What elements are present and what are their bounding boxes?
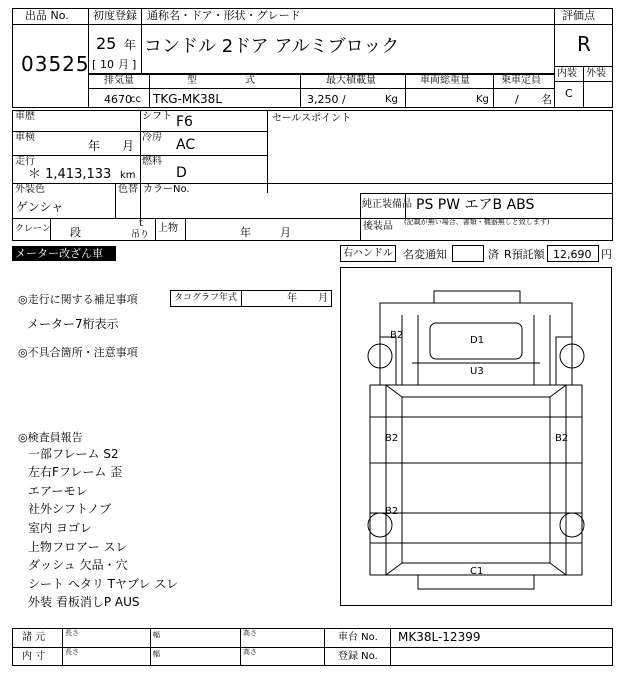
first-reg-year-unit: 年 (124, 38, 137, 52)
shift-value: F6 (176, 114, 193, 130)
cargo-diag-3 (386, 563, 402, 575)
displacement-unit: cc (130, 94, 141, 105)
shift-label: シフト (142, 111, 172, 122)
rear-door (418, 575, 534, 589)
tacho-year: 年 (287, 293, 297, 304)
cab-roof (434, 291, 520, 303)
interior-label: 内装 (557, 68, 577, 79)
equip-top-line (360, 193, 613, 194)
chassis-label: 車台 No. (338, 632, 378, 643)
crane-vline-c (185, 218, 186, 241)
specs-vline-1 (149, 74, 150, 108)
color-value: ゲンシャ (16, 200, 64, 214)
defects-heading: ◎不具合箇所・注意事項 (18, 346, 138, 359)
cargo-diag-4 (550, 563, 566, 575)
inspection-month: 月 (122, 139, 135, 153)
displacement-value: 4670 (104, 93, 132, 106)
equipment-label: 純正装備品 (362, 199, 412, 210)
color-vline-b (140, 183, 141, 218)
model-desc-label: 通称名・ドア・形状・グレード (147, 9, 301, 22)
first-reg-month-open: [ (92, 58, 97, 71)
fuel-label: 燃料 (142, 156, 162, 167)
mileage-unit: km (120, 170, 136, 181)
deposit-unit: 円 (601, 248, 612, 261)
damage-mark: B2 (385, 433, 399, 444)
damage-mark: B2 (390, 330, 404, 341)
sales-points-label: セールスポイント (272, 113, 352, 124)
interior-score: C (565, 87, 573, 100)
inspector-item: 上物フロアー スレ (28, 540, 128, 554)
gross-weight-unit: Kg (476, 94, 489, 105)
rhd-label: 右ハンドル (343, 248, 393, 259)
details-hline-3 (12, 183, 613, 184)
body-label: 上物 (158, 223, 178, 234)
inspector-heading: ◎検査員報告 (18, 431, 83, 444)
interior-dims-label: 内 寸 (22, 651, 46, 662)
first-reg-month-close: ] (132, 58, 137, 71)
lot-label-divider (12, 24, 89, 25)
inspector-item: 外装 看板消しP AUS (28, 595, 140, 609)
footer-vline-2 (150, 628, 151, 666)
mileage-label: 走行 (15, 156, 35, 167)
damage-mark: B2 (555, 433, 569, 444)
height-label: 高さ (243, 648, 257, 656)
deposit-done: 済 (488, 248, 499, 261)
color-vline-a (115, 183, 116, 218)
driving-heading: ◎走行に関する補足事項 (18, 293, 138, 306)
damage-mark: D1 (470, 335, 485, 346)
details-hline-1 (12, 131, 267, 132)
crane-lift: 吊り (131, 230, 150, 240)
inspector-item: 左右Fフレーム 歪 (28, 465, 123, 479)
grade-label: 評価点 (562, 9, 595, 22)
lot-number: 03525 (21, 52, 90, 76)
grade-sub-vline (583, 66, 584, 108)
model-type-label-1: 型 (187, 75, 197, 86)
inspector-item: 社外シフトノブ (28, 502, 112, 516)
crane-ton: t (139, 218, 143, 229)
inspector-item: 一部フレーム S2 (28, 447, 119, 461)
first-reg-year: 25 (96, 34, 117, 53)
name-change-box (452, 245, 484, 262)
specs-vline-3 (405, 74, 406, 108)
specs-mid-line (88, 88, 555, 89)
specs-vline-2 (300, 74, 301, 108)
model-desc: コンドル 2ドア アルミブロック (144, 36, 400, 57)
deposit-label: R預託額 (504, 248, 545, 261)
gross-weight-label: 車両総重量 (420, 75, 470, 86)
details-vline-b (267, 110, 268, 193)
first-reg-month-unit: 月 (118, 58, 129, 71)
capacity-value: / (515, 93, 519, 106)
inspection-label: 車検 (15, 132, 35, 143)
model-type-label-2: 式 (245, 75, 255, 86)
first-reg-label: 初度登録 (93, 9, 137, 22)
inspection-year: 年 (88, 139, 101, 153)
capacity-label: 乗車定員 (501, 75, 541, 86)
spec-row-label: 諸 元 (22, 632, 46, 643)
length-label: 長さ (65, 629, 79, 637)
cargo-diag-2 (550, 385, 566, 397)
specs-top-line (88, 74, 555, 75)
max-load-value: 3,250 / (307, 93, 346, 106)
color-code-label: カラーNo. (143, 184, 190, 195)
equipment-value: PS PW エアB ABS (416, 197, 535, 213)
displacement-label: 排気量 (104, 75, 134, 86)
footer-vline-5 (390, 628, 391, 666)
history-label: 車歴 (15, 111, 35, 122)
damage-mark: C1 (470, 566, 484, 577)
grade-sub-divider-2 (554, 81, 613, 82)
capacity-unit: 名 (541, 93, 552, 106)
chassis-number: MK38L-12399 (398, 630, 481, 644)
height-label: 高さ (243, 629, 257, 637)
tamper-badge-text: メーター改ざん車 (15, 247, 103, 260)
model-desc-divider (141, 24, 555, 25)
crane-vline-b (155, 218, 156, 241)
max-load-label: 最大積載量 (326, 75, 376, 86)
crane-stage: 段 (70, 226, 81, 239)
tacho-divider (241, 290, 242, 307)
deposit-amount: 12,690 (553, 248, 592, 261)
inspector-item: ダッシュ 欠品・穴 (28, 558, 128, 572)
exterior-label: 外装 (586, 68, 606, 79)
first-reg-divider (88, 24, 142, 25)
aircon-value: AC (176, 137, 196, 153)
damage-mark: B2 (385, 506, 399, 517)
name-change-label: 名変通知 (403, 248, 447, 261)
inspector-item: エアーモレ (28, 484, 88, 498)
length-label: 長さ (65, 648, 79, 656)
tacho-label: タコグラフ年式 (174, 293, 238, 303)
inspector-item: 室内 ヨゴレ (28, 521, 92, 535)
footer-vline-3 (240, 628, 241, 666)
mileage-value: ＊ 1,413,133 (28, 167, 112, 182)
cargo-diag-1 (386, 385, 402, 397)
tacho-month: 月 (318, 293, 328, 304)
width-label: 幅 (153, 631, 160, 639)
details-hline-2 (12, 155, 267, 156)
grade-value: R (577, 32, 591, 56)
first-reg-month: 10 (100, 58, 114, 71)
model-type-value: TKG-MK38L (153, 92, 223, 106)
footer-vline-1 (62, 628, 63, 666)
truck-diagram (340, 267, 612, 606)
fuel-value: D (176, 165, 187, 181)
lot-label: 出品 No. (25, 9, 69, 22)
body-year: 年 (240, 226, 251, 239)
inspector-item: シート ヘタリ Tヤブレ スレ (28, 577, 179, 591)
color-change-label: 色替 (118, 184, 138, 195)
registration-label: 登録 No. (338, 651, 378, 662)
details-vline-a (140, 110, 141, 183)
body-month: 月 (280, 226, 291, 239)
driving-note: メーター7桁表示 (27, 317, 119, 331)
aftermarket-note: (記載が無い場合、書類・機器無しと致します) (404, 218, 550, 226)
footer-vline-4 (324, 628, 325, 666)
width-label: 幅 (153, 650, 160, 658)
color-label: 外装色 (15, 184, 45, 195)
color-vline-c (360, 193, 361, 241)
aircon-label: 冷房 (142, 132, 162, 143)
specs-vline-4 (493, 74, 494, 108)
crane-label: クレーン (15, 224, 51, 234)
max-load-unit: Kg (385, 94, 398, 105)
damage-mark: U3 (470, 366, 484, 377)
wheel-rear-right (560, 513, 584, 537)
footer-hline (12, 647, 613, 648)
aftermarket-label: 後装品 (363, 221, 393, 232)
grade-divider (554, 24, 613, 25)
